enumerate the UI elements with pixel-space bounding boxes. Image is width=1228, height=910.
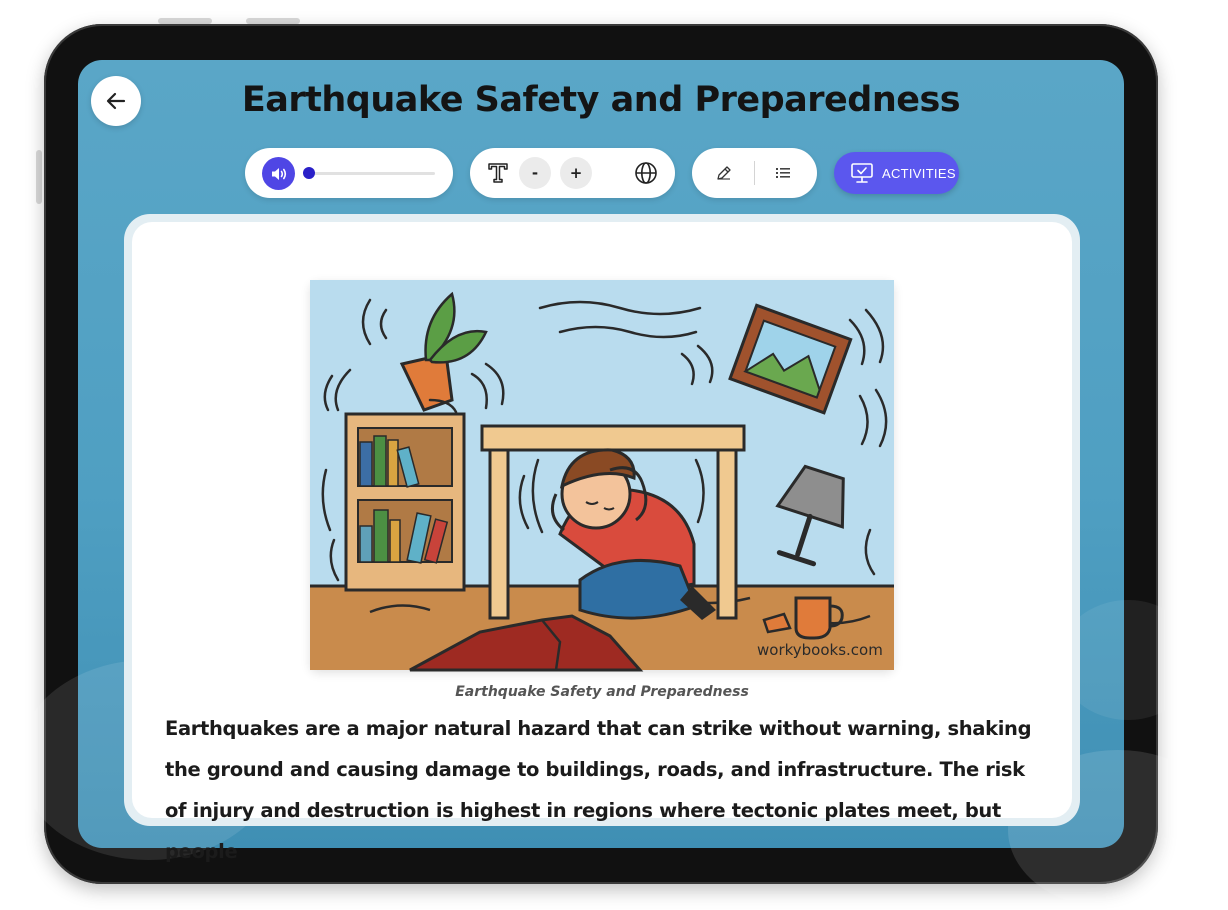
audio-progress-thumb[interactable] (303, 167, 315, 179)
image-watermark: workybooks.com (757, 641, 883, 659)
audio-player (245, 148, 453, 198)
page-title: Earthquake Safety and Preparedness (241, 80, 961, 120)
audio-progress-track[interactable] (305, 172, 435, 175)
globe-icon[interactable] (634, 161, 658, 185)
article-body: Earthquakes are a major natural hazard that can strike without warning, shaking the ground and causing damage to buildings, roads, and infrastructure. The risk of injury and destruction is highest in regions where tectonic plates meet, but people (165, 717, 1032, 863)
image-caption: Earthquake Safety and Preparedness (455, 684, 749, 700)
text-controls (470, 148, 675, 198)
increase-text-button[interactable]: + (560, 157, 592, 189)
device-button-side (36, 150, 42, 204)
article-illustration (310, 280, 894, 670)
pencil-icon[interactable] (715, 164, 733, 182)
decrease-text-button[interactable]: - (519, 157, 551, 189)
activities-button[interactable] (834, 152, 959, 194)
app-screen (78, 60, 1124, 863)
earthquake-illustration (310, 280, 894, 670)
speaker-icon (270, 165, 288, 183)
content-card-frame (124, 214, 1080, 863)
text-size-icon[interactable] (485, 160, 511, 186)
content-card (132, 222, 1072, 863)
list-icon[interactable] (774, 164, 792, 182)
audio-play-button[interactable] (262, 157, 295, 190)
monitor-check-icon (850, 162, 874, 188)
activities-label: ACTIVITIES (882, 166, 956, 181)
tools-divider (754, 161, 755, 185)
reading-tools (692, 148, 817, 198)
